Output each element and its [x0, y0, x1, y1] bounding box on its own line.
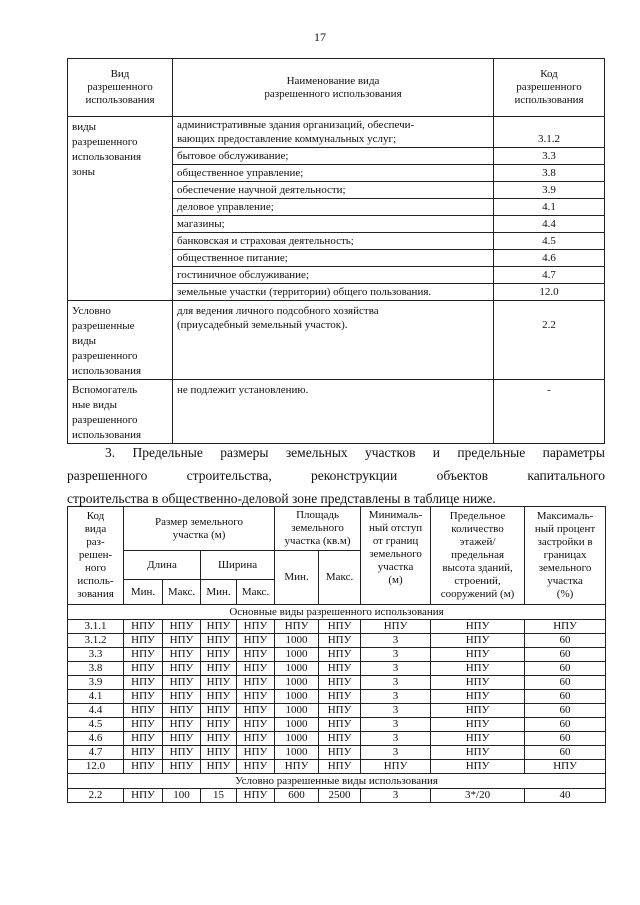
- value-cell: НПУ: [431, 746, 525, 760]
- use-name-cell: общественное питание;: [173, 250, 494, 267]
- value-cell: НПУ: [237, 746, 275, 760]
- use-name-cell: бытовое обслуживание;: [173, 148, 494, 165]
- value-cell: НПУ: [431, 704, 525, 718]
- use-code-cell: 2.2: [494, 301, 605, 380]
- value-cell: НПУ: [525, 760, 606, 774]
- value-cell: 60: [525, 732, 606, 746]
- table-header-row: [68, 507, 606, 551]
- value-cell: 60: [525, 634, 606, 648]
- value-cell: НПУ: [237, 789, 275, 803]
- header-use-code: Код разрешенного использования: [494, 59, 605, 117]
- value-cell: НПУ: [431, 676, 525, 690]
- value-cell: 60: [525, 648, 606, 662]
- value-cell: НПУ: [275, 760, 319, 774]
- value-cell: НПУ: [525, 620, 606, 634]
- value-cell: 3: [361, 662, 431, 676]
- value-cell: НПУ: [237, 704, 275, 718]
- use-code-cell: 3.1.1: [68, 620, 124, 634]
- value-cell: НПУ: [163, 760, 201, 774]
- header-coverage: Максималь- ный процент застройки в границах земельного участка (%): [525, 507, 606, 605]
- value-cell: 1000: [275, 662, 319, 676]
- table-row: [68, 380, 605, 444]
- header-area-min: Мин.: [275, 551, 319, 605]
- value-cell: НПУ: [163, 746, 201, 760]
- value-cell: НПУ: [163, 690, 201, 704]
- value-cell: 2500: [319, 789, 361, 803]
- use-code-cell: 3.8: [68, 662, 124, 676]
- value-cell: 1000: [275, 634, 319, 648]
- section-conditional-uses: [68, 774, 606, 789]
- value-cell: НПУ: [237, 718, 275, 732]
- value-cell: 1000: [275, 676, 319, 690]
- value-cell: 3: [361, 789, 431, 803]
- value-cell: НПУ: [201, 676, 237, 690]
- header-length-max: Макс.: [163, 580, 201, 605]
- value-cell: 3: [361, 648, 431, 662]
- value-cell: НПУ: [201, 746, 237, 760]
- use-code-cell: -: [494, 380, 605, 444]
- value-cell: НПУ: [319, 634, 361, 648]
- header-use-type: Вид разрешенного использования: [68, 59, 173, 117]
- main-uses-label: виды разрешенного использования зоны: [68, 117, 173, 301]
- value-cell: 3: [361, 718, 431, 732]
- value-cell: НПУ: [237, 634, 275, 648]
- value-cell: НПУ: [237, 676, 275, 690]
- value-cell: 1000: [275, 732, 319, 746]
- page-number: 17: [314, 30, 326, 44]
- use-name-cell: не подлежит установлению.: [173, 380, 494, 444]
- use-code-cell: 2.2: [68, 789, 124, 803]
- table-row: [68, 704, 606, 718]
- use-code-cell: 4.1: [494, 199, 605, 216]
- value-cell: 40: [525, 789, 606, 803]
- permitted-use-table: [67, 58, 605, 444]
- header-plot-size: Размер земельного участка (м): [124, 507, 275, 551]
- use-code-cell: 3.1.2: [68, 634, 124, 648]
- use-code-cell: 3.3: [494, 148, 605, 165]
- value-cell: 60: [525, 704, 606, 718]
- value-cell: НПУ: [237, 662, 275, 676]
- use-code-cell: 4.1: [68, 690, 124, 704]
- value-cell: 1000: [275, 704, 319, 718]
- value-cell: НПУ: [163, 704, 201, 718]
- table-row: [68, 746, 606, 760]
- header-width: Ширина: [201, 551, 275, 580]
- use-name-cell: административные здания организаций, обеспечи- вающих предоставление коммунальных услуг;: [173, 117, 494, 148]
- value-cell: НПУ: [237, 620, 275, 634]
- use-code-cell: 4.7: [68, 746, 124, 760]
- header-floors: Предельное количество этажей/ предельная высота зданий, строений, сооружений (м): [431, 507, 525, 605]
- value-cell: 3: [361, 746, 431, 760]
- value-cell: 100: [163, 789, 201, 803]
- value-cell: 600: [275, 789, 319, 803]
- use-code-cell: 12.0: [494, 284, 605, 301]
- table-row: [68, 789, 606, 803]
- value-cell: 3: [361, 690, 431, 704]
- value-cell: НПУ: [201, 718, 237, 732]
- value-cell: НПУ: [237, 690, 275, 704]
- use-name-cell: гостиничное обслуживание;: [173, 267, 494, 284]
- section-title: Условно разрешенные виды использования: [68, 774, 606, 789]
- value-cell: НПУ: [237, 732, 275, 746]
- header-setback: Минималь- ный отступ от границ земельного участка (м): [361, 507, 431, 605]
- header-length-min: Мин.: [124, 580, 163, 605]
- value-cell: 1000: [275, 648, 319, 662]
- value-cell: НПУ: [124, 690, 163, 704]
- use-name-cell: магазины;: [173, 216, 494, 233]
- value-cell: 1000: [275, 718, 319, 732]
- header-code: Код вида раз- решен- ного исполь- зования: [68, 507, 124, 605]
- value-cell: НПУ: [163, 634, 201, 648]
- value-cell: 60: [525, 718, 606, 732]
- value-cell: НПУ: [163, 662, 201, 676]
- table-header-row: [68, 59, 605, 117]
- header-area-max: Макс.: [319, 551, 361, 605]
- use-name-cell: обеспечение научной деятельности;: [173, 182, 494, 199]
- value-cell: НПУ: [431, 718, 525, 732]
- value-cell: 60: [525, 690, 606, 704]
- value-cell: 3: [361, 634, 431, 648]
- value-cell: НПУ: [319, 718, 361, 732]
- use-code-cell: 12.0: [68, 760, 124, 774]
- value-cell: НПУ: [201, 620, 237, 634]
- use-code-cell: 4.5: [494, 233, 605, 250]
- use-code-cell: 3.8: [494, 165, 605, 182]
- table-row: [68, 620, 606, 634]
- value-cell: НПУ: [163, 648, 201, 662]
- value-cell: НПУ: [201, 760, 237, 774]
- value-cell: 1000: [275, 746, 319, 760]
- value-cell: НПУ: [163, 620, 201, 634]
- value-cell: НПУ: [124, 732, 163, 746]
- use-name-cell: для ведения личного подсобного хозяйства (приусадебный земельный участок).: [173, 301, 494, 380]
- value-cell: НПУ: [124, 634, 163, 648]
- auxiliary-uses-label: Вспомогатель ные виды разрешенного использования: [68, 380, 173, 444]
- section-main-uses: [68, 605, 606, 620]
- value-cell: 3: [361, 676, 431, 690]
- conditional-uses-label: Условно разрешенные виды разрешенного использования: [68, 301, 173, 380]
- table-row: [68, 732, 606, 746]
- use-code-cell: 4.5: [68, 718, 124, 732]
- header-use-name: Наименование вида разрешенного использования: [173, 59, 494, 117]
- section-title: Основные виды разрешенного использования: [68, 605, 606, 620]
- value-cell: НПУ: [201, 662, 237, 676]
- value-cell: НПУ: [201, 634, 237, 648]
- value-cell: НПУ: [237, 760, 275, 774]
- paragraph-3: 3. Предельные размеры земельных участков и предельные параметры разрешенного строительства, реконструкции объектов капитального строительства в общественно-деловой зоне представлены в таблице ниже.: [67, 445, 605, 506]
- value-cell: 3*/20: [431, 789, 525, 803]
- value-cell: НПУ: [431, 690, 525, 704]
- value-cell: НПУ: [163, 718, 201, 732]
- value-cell: НПУ: [163, 676, 201, 690]
- value-cell: 1000: [275, 690, 319, 704]
- limits-table: [67, 506, 606, 803]
- use-code-cell: 4.4: [68, 704, 124, 718]
- value-cell: 60: [525, 676, 606, 690]
- value-cell: НПУ: [124, 620, 163, 634]
- table-row: [68, 117, 605, 148]
- use-code-cell: 3.9: [68, 676, 124, 690]
- value-cell: НПУ: [431, 662, 525, 676]
- value-cell: НПУ: [124, 676, 163, 690]
- use-code-cell: 3.9: [494, 182, 605, 199]
- use-code-cell: 3.1.2: [494, 117, 605, 148]
- value-cell: 3: [361, 704, 431, 718]
- value-cell: 15: [201, 789, 237, 803]
- use-code-cell: 4.4: [494, 216, 605, 233]
- use-code-cell: 4.6: [68, 732, 124, 746]
- use-name-cell: банковская и страховая деятельность;: [173, 233, 494, 250]
- value-cell: НПУ: [237, 648, 275, 662]
- value-cell: НПУ: [319, 620, 361, 634]
- table-row: [68, 718, 606, 732]
- value-cell: НПУ: [319, 760, 361, 774]
- value-cell: НПУ: [319, 676, 361, 690]
- value-cell: НПУ: [124, 760, 163, 774]
- value-cell: НПУ: [201, 704, 237, 718]
- value-cell: НПУ: [124, 789, 163, 803]
- value-cell: НПУ: [431, 620, 525, 634]
- value-cell: НПУ: [124, 648, 163, 662]
- value-cell: НПУ: [124, 718, 163, 732]
- header-plot-area: Площадь земельного участка (кв.м): [275, 507, 361, 551]
- use-code-cell: 4.7: [494, 267, 605, 284]
- value-cell: НПУ: [431, 648, 525, 662]
- use-code-cell: 4.6: [494, 250, 605, 267]
- use-name-cell: земельные участки (территории) общего пользования.: [173, 284, 494, 301]
- value-cell: НПУ: [319, 690, 361, 704]
- table-row: [68, 634, 606, 648]
- value-cell: НПУ: [361, 760, 431, 774]
- value-cell: НПУ: [163, 732, 201, 746]
- header-width-min: Мин.: [201, 580, 237, 605]
- value-cell: НПУ: [124, 746, 163, 760]
- table-row: [68, 676, 606, 690]
- use-code-cell: 3.3: [68, 648, 124, 662]
- value-cell: 60: [525, 746, 606, 760]
- value-cell: НПУ: [201, 690, 237, 704]
- value-cell: НПУ: [319, 662, 361, 676]
- value-cell: НПУ: [361, 620, 431, 634]
- header-length: Длина: [124, 551, 201, 580]
- value-cell: НПУ: [431, 634, 525, 648]
- value-cell: НПУ: [201, 732, 237, 746]
- table-row: [68, 648, 606, 662]
- header-width-max: Макс.: [237, 580, 275, 605]
- value-cell: НПУ: [319, 704, 361, 718]
- table-row: [68, 760, 606, 774]
- use-name-cell: общественное управление;: [173, 165, 494, 182]
- value-cell: НПУ: [275, 620, 319, 634]
- value-cell: 3: [361, 732, 431, 746]
- value-cell: НПУ: [319, 732, 361, 746]
- use-name-cell: деловое управление;: [173, 199, 494, 216]
- value-cell: 60: [525, 662, 606, 676]
- value-cell: НПУ: [124, 704, 163, 718]
- table-row: [68, 301, 605, 380]
- value-cell: НПУ: [124, 662, 163, 676]
- value-cell: НПУ: [431, 732, 525, 746]
- table-row: [68, 662, 606, 676]
- value-cell: НПУ: [431, 760, 525, 774]
- table-row: [68, 690, 606, 704]
- value-cell: НПУ: [319, 648, 361, 662]
- value-cell: НПУ: [319, 746, 361, 760]
- value-cell: НПУ: [201, 648, 237, 662]
